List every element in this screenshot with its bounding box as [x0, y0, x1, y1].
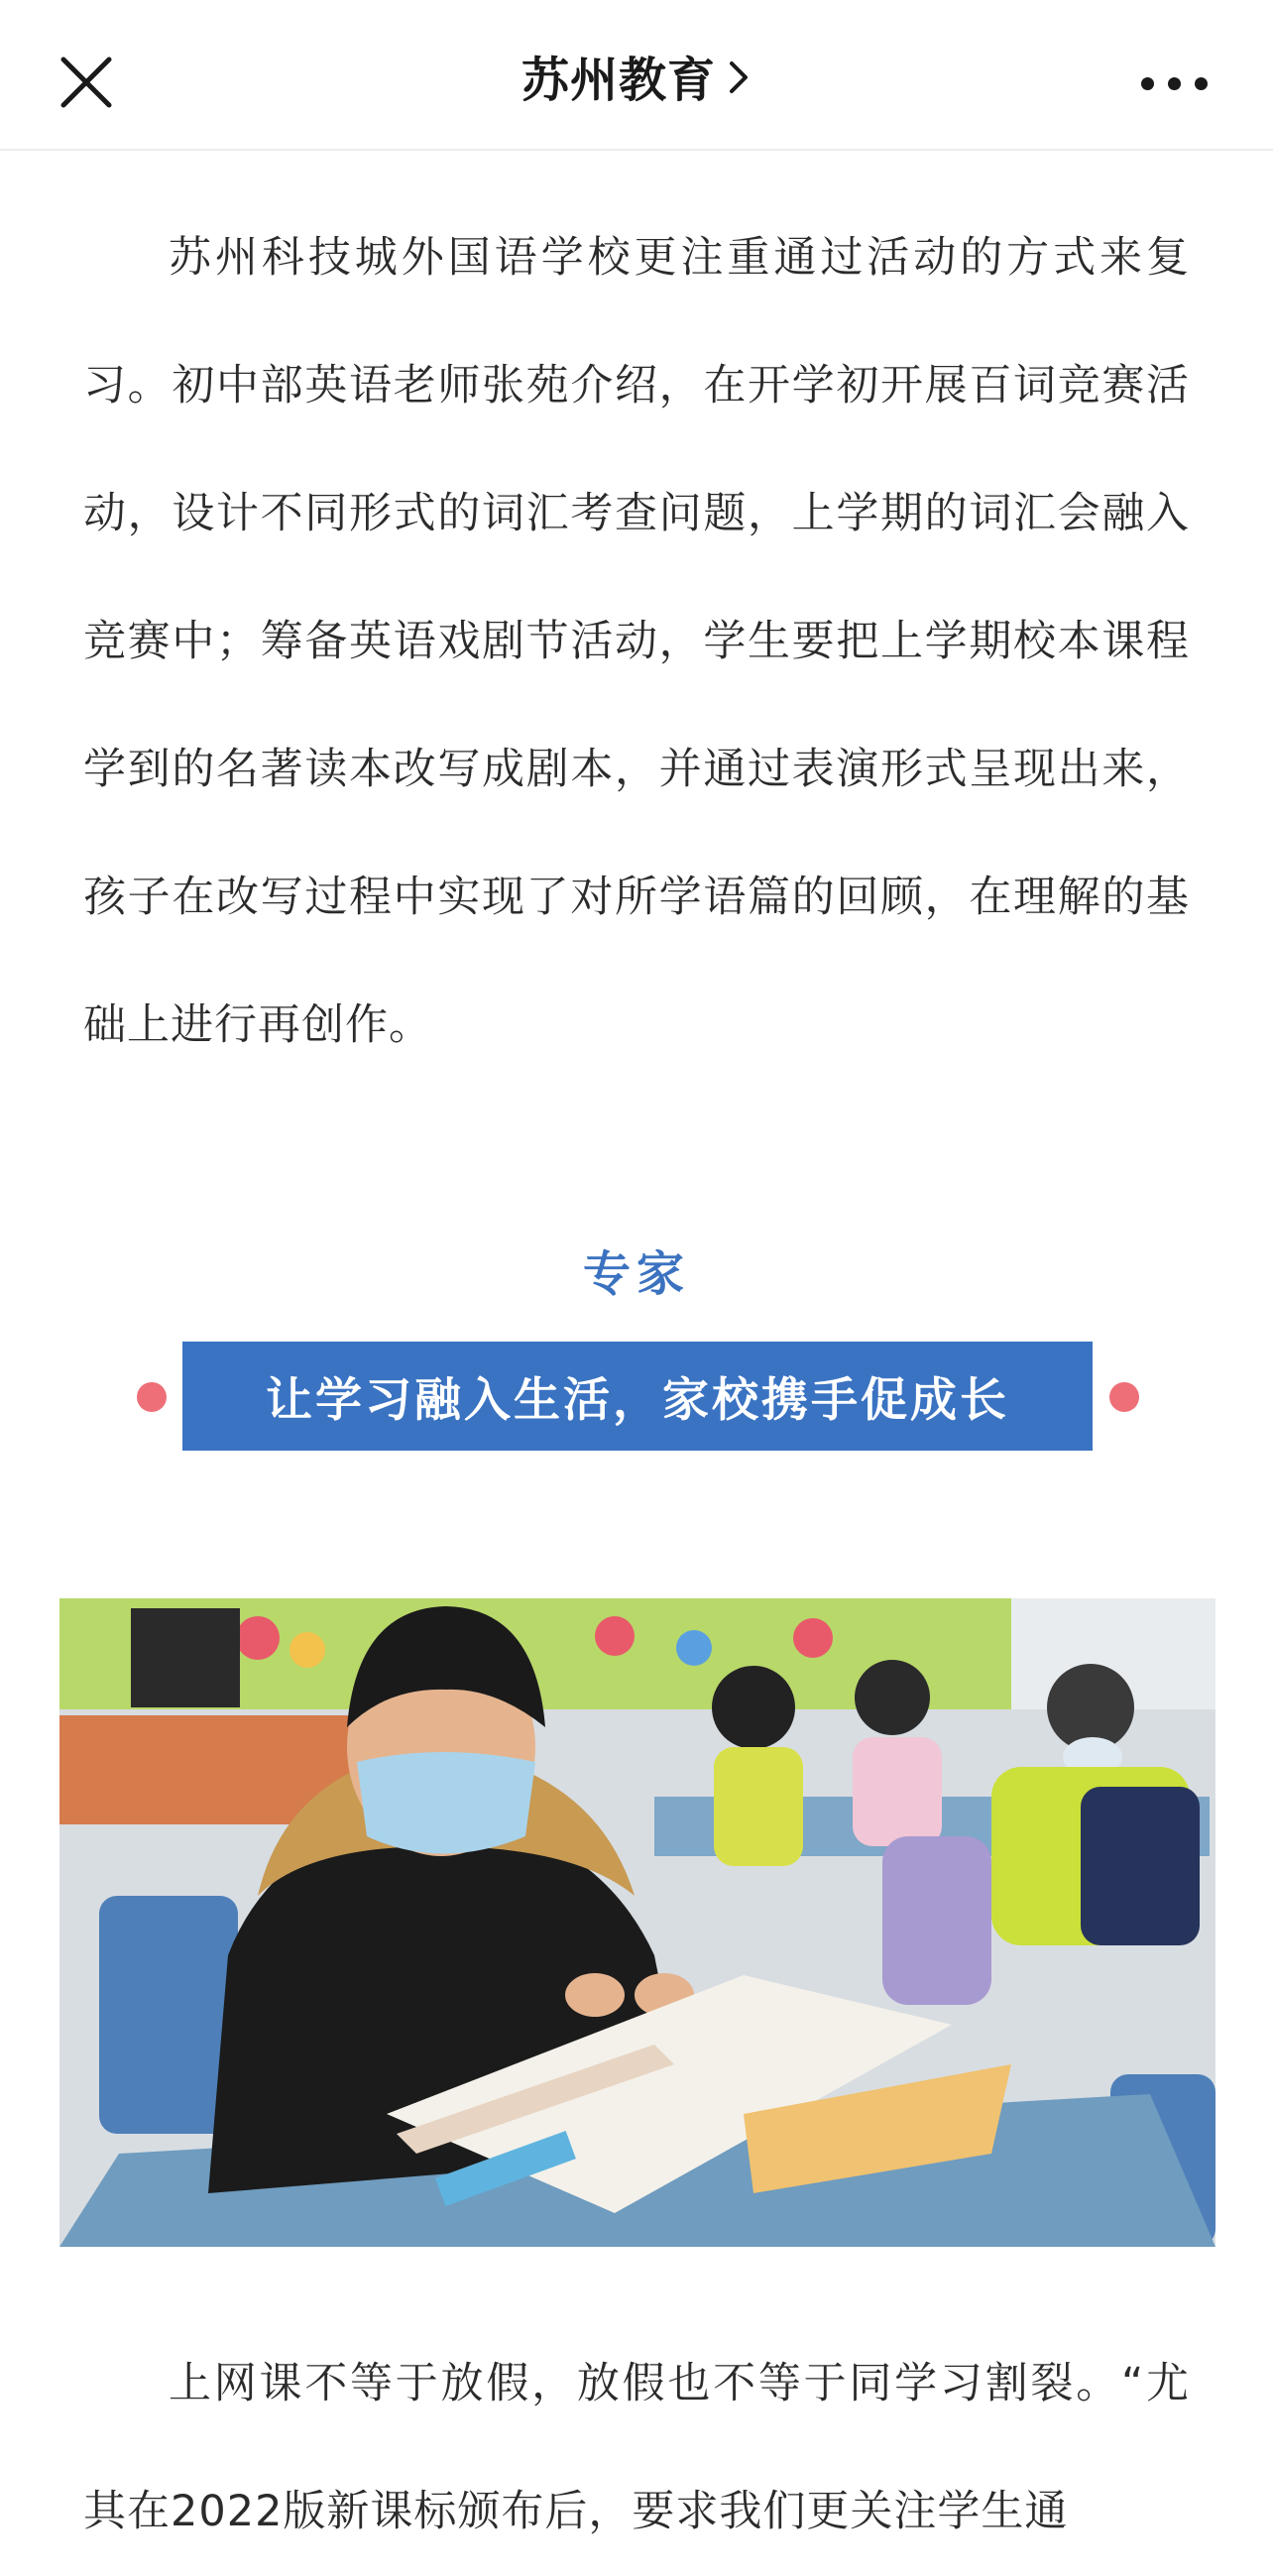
- close-icon: [48, 44, 127, 123]
- more-horizontal-icon: [1141, 77, 1154, 90]
- top-navbar: [0, 0, 1273, 151]
- section-heading-banner: [182, 1342, 1093, 1451]
- more-horizontal-icon: [1168, 77, 1181, 90]
- decorative-dot: [137, 1382, 167, 1412]
- classroom-photo-illustration: [59, 1598, 1215, 2247]
- close-button[interactable]: [48, 44, 127, 123]
- section-kicker: 专家: [582, 1246, 690, 1302]
- more-options-button[interactable]: [1120, 44, 1227, 123]
- account-title: 苏州教育: [521, 52, 716, 108]
- article-photo[interactable]: [59, 1598, 1215, 2247]
- article-paragraph: 苏州科技城外国语学校更注重通过活动的方式来复习。初中部英语老师张苑介绍，在开学初开展百词竞赛活动，设计不同形式的词汇考查问题，上学期的词汇会融入竞赛中；筹备英语戏剧节活动，学生要把上学期校本课程学到的名著读本改写成剧本，并通过表演形式呈现出来，孩子在改写过程中实现了对所学语篇的回顾，在理解的基础上进行再创作。: [83, 233, 1190, 1050]
- article-paragraph: 上网课不等于放假，放假也不等于同学习割裂。“尤其在2022版新课标颁布后，要求我们更关注学生通: [83, 2359, 1190, 2536]
- account-title-link[interactable]: [521, 42, 752, 110]
- decorative-dot: [1109, 1382, 1139, 1412]
- more-horizontal-icon: [1195, 77, 1208, 90]
- section-heading: 让学习融入生活，家校携手促成长: [266, 1372, 1009, 1428]
- chevron-right-icon: [726, 58, 752, 97]
